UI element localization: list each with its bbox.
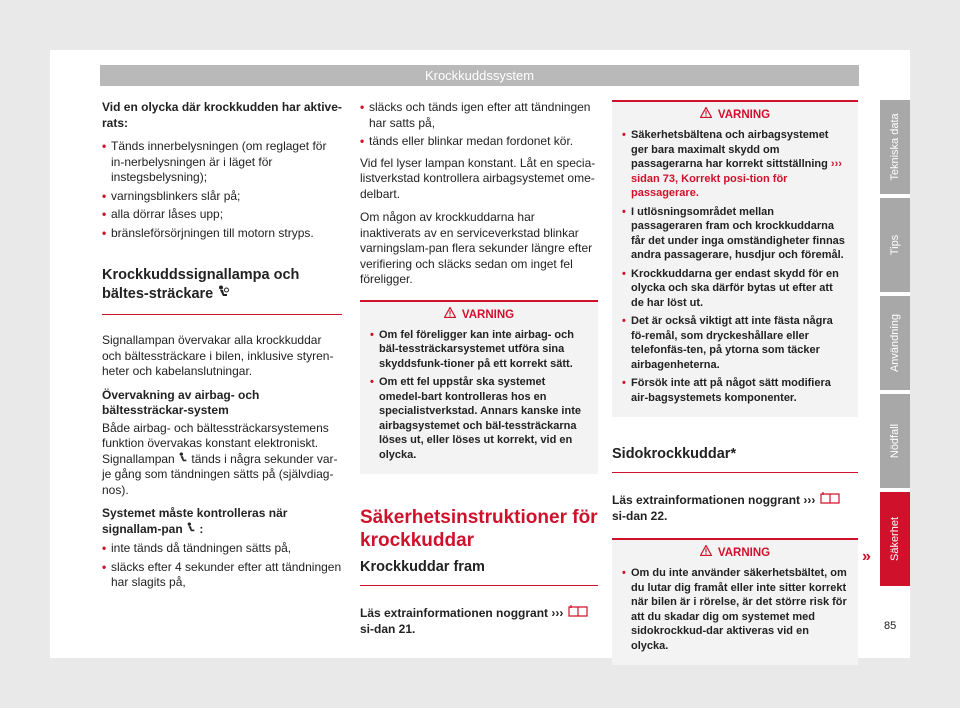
list-item: • Tänds innerbelysningen (om reglaget för in-nerbelysningen är i läget för instegsbelysning); xyxy=(102,139,342,186)
column-2 xyxy=(360,100,598,645)
warning-box xyxy=(360,300,598,475)
paragraph: Vid fel lyser lampan konstant. Låt en specia-listverkstad kontrollera airbagsystemet ome-delbart. xyxy=(360,155,596,201)
warning-triangle-icon xyxy=(444,302,456,328)
subsection-title: Krockkuddar fram xyxy=(360,558,598,586)
warning-item: • Det är också viktigt att inte fästa några fö-remål, som dryckeshållare eller telefonfäs-ten, på ytorna som täcker airbagenheterna. xyxy=(622,314,848,372)
tab-tekniska-data[interactable] xyxy=(880,100,910,194)
list-item: • inte tänds då tändningen sätts på, xyxy=(102,541,342,557)
tab-anvandning[interactable] xyxy=(880,296,910,390)
tab-nodfall[interactable] xyxy=(880,394,910,488)
tab-label: Tekniska data xyxy=(889,113,901,181)
subheading-text: : xyxy=(199,521,204,536)
warning-item: • I utlösningsområdet mellan passageraren fram och krockkuddarna får det under inga omständigheter finnas andra passagerare, husdjur och föremål. xyxy=(622,205,848,263)
tab-label: Säkerhet xyxy=(889,516,901,562)
list-item: • varningsblinkers slår på; xyxy=(102,189,342,205)
read-suffix: si-dan 22. xyxy=(612,508,668,523)
warning-title xyxy=(370,302,588,328)
page-number: 85 xyxy=(884,620,897,632)
warning-item xyxy=(622,128,848,201)
list-item: • tänds eller blinkar medan fordonet kör. xyxy=(360,134,598,150)
paragraph xyxy=(102,421,342,499)
column-1 xyxy=(102,100,342,594)
list-item: • alla dörrar låses upp; xyxy=(102,207,342,223)
warning-label: VARNING xyxy=(717,109,771,121)
paragraph: Signallampan övervakar alla krockkuddar och bältessträckare i bilen, inklusive styren-heter och kabelanslutningar. xyxy=(102,333,334,378)
warning-label: VARNING xyxy=(717,547,771,559)
page-link[interactable]: ››› xyxy=(551,606,564,620)
read-reference xyxy=(612,491,858,524)
airbag-warning-icon xyxy=(178,452,188,468)
warning-item: • Försök inte att på något sätt modifiera air-bagsystemets komponenter. xyxy=(622,376,848,405)
warning-triangle-icon xyxy=(700,102,712,128)
subheading: Övervakning av airbag- och bältessträckar-system xyxy=(102,387,260,417)
airbag-warning-icon xyxy=(217,285,229,304)
column-3 xyxy=(612,100,858,665)
paragraph: Om någon av krockkuddarna har inaktiverats av en serviceverkstad blinkar varningslam-pan flera sekunder längre efter verifiering och släcks sedan om inget fel föreligger. xyxy=(360,210,593,286)
tab-label: Nödfall xyxy=(889,423,901,459)
read-prefix: Läs extrainformationen noggrant xyxy=(360,606,549,620)
section-title-text: Krockkuddssignallampa och bältes-sträckare xyxy=(102,267,300,302)
warning-box xyxy=(612,538,858,665)
warning-label: VARNING xyxy=(461,308,515,321)
subheading xyxy=(102,506,342,537)
section-title-signal-lamp xyxy=(102,266,342,315)
warning-title xyxy=(622,540,848,566)
list-item: • släcks och tänds igen efter att tändningen har satts på, xyxy=(360,100,598,131)
list-item: • bränsleförsörjningen till motorn stryps. xyxy=(102,226,342,242)
read-reference xyxy=(360,604,598,637)
warning-item: • Krockkuddarna ger endast skydd för en olycka och ska därför bytas ut efter att de har löst ut. xyxy=(622,267,848,311)
airbag-warning-icon xyxy=(186,522,196,538)
warning-item: • Om ett fel uppstår ska systemet omedel-bart kontrolleras hos en specialistverkstad. Annars kanske inte airbagsystemet och bäl-tessträckarna löses ut, eller löses ut korrekt, vid en olycka. xyxy=(370,375,588,462)
warning-text: Säkerhetsbältena och airbagsystemet ger bara maximalt skydd om passagerarna har korrekt sittställning xyxy=(631,129,829,170)
tab-tips[interactable] xyxy=(880,198,910,292)
warning-item: • Om fel föreligger kan inte airbag- och bäl-tessträckarsystemet utföra sina skyddsfunk-tioner på ett korrekt sätt. xyxy=(370,328,588,372)
tab-label: Tips xyxy=(889,234,901,256)
warning-item: • Om du inte använder säkerhetsbältet, om du lutar dig framåt eller inte sitter korrekt när bilen är i rörelse, är det större risk för att du skadar dig om systemet med sidokrockkud-dar aktiveras vid en olycka. xyxy=(622,566,848,653)
read-suffix: si-dan 21. xyxy=(360,621,416,636)
section-heading: Säkerhetsinstruktioner för krockkuddar xyxy=(360,507,598,551)
intro-text: Vid en olycka där krockkudden har aktive-rats: xyxy=(102,100,342,130)
page-header: Krockkuddssystem xyxy=(100,65,859,86)
subheading-text: Systemet måste kontrolleras när signallam-pan xyxy=(102,506,288,536)
section-title-side-airbags: Sidokrockkuddar* xyxy=(612,445,858,473)
read-prefix: Läs extrainformationen noggrant xyxy=(612,493,801,507)
tab-sakerhet[interactable] xyxy=(880,492,910,586)
paragraph-text: Både airbag- och bältessträckarsystemens funktion övervakas konstant elektroniskt. Signallampan xyxy=(102,420,329,466)
book-icon xyxy=(567,604,589,622)
tab-label: Användning xyxy=(889,313,901,373)
page-link[interactable]: ››› sidan 73, Korrekt posi-tion för passagerare. xyxy=(631,158,842,199)
page-link[interactable]: ››› xyxy=(803,493,816,507)
continue-arrow-icon: » xyxy=(862,548,871,565)
warning-triangle-icon xyxy=(700,540,712,566)
warning-box xyxy=(612,100,858,417)
paragraph-text: tänds i några sekunder var-je gång som tändningen sätts på (självdiag-nos). xyxy=(102,451,338,497)
book-icon xyxy=(819,491,841,509)
list-item: • släcks efter 4 sekunder efter att tändningen har slagits på, xyxy=(102,560,342,591)
warning-title xyxy=(622,102,848,128)
